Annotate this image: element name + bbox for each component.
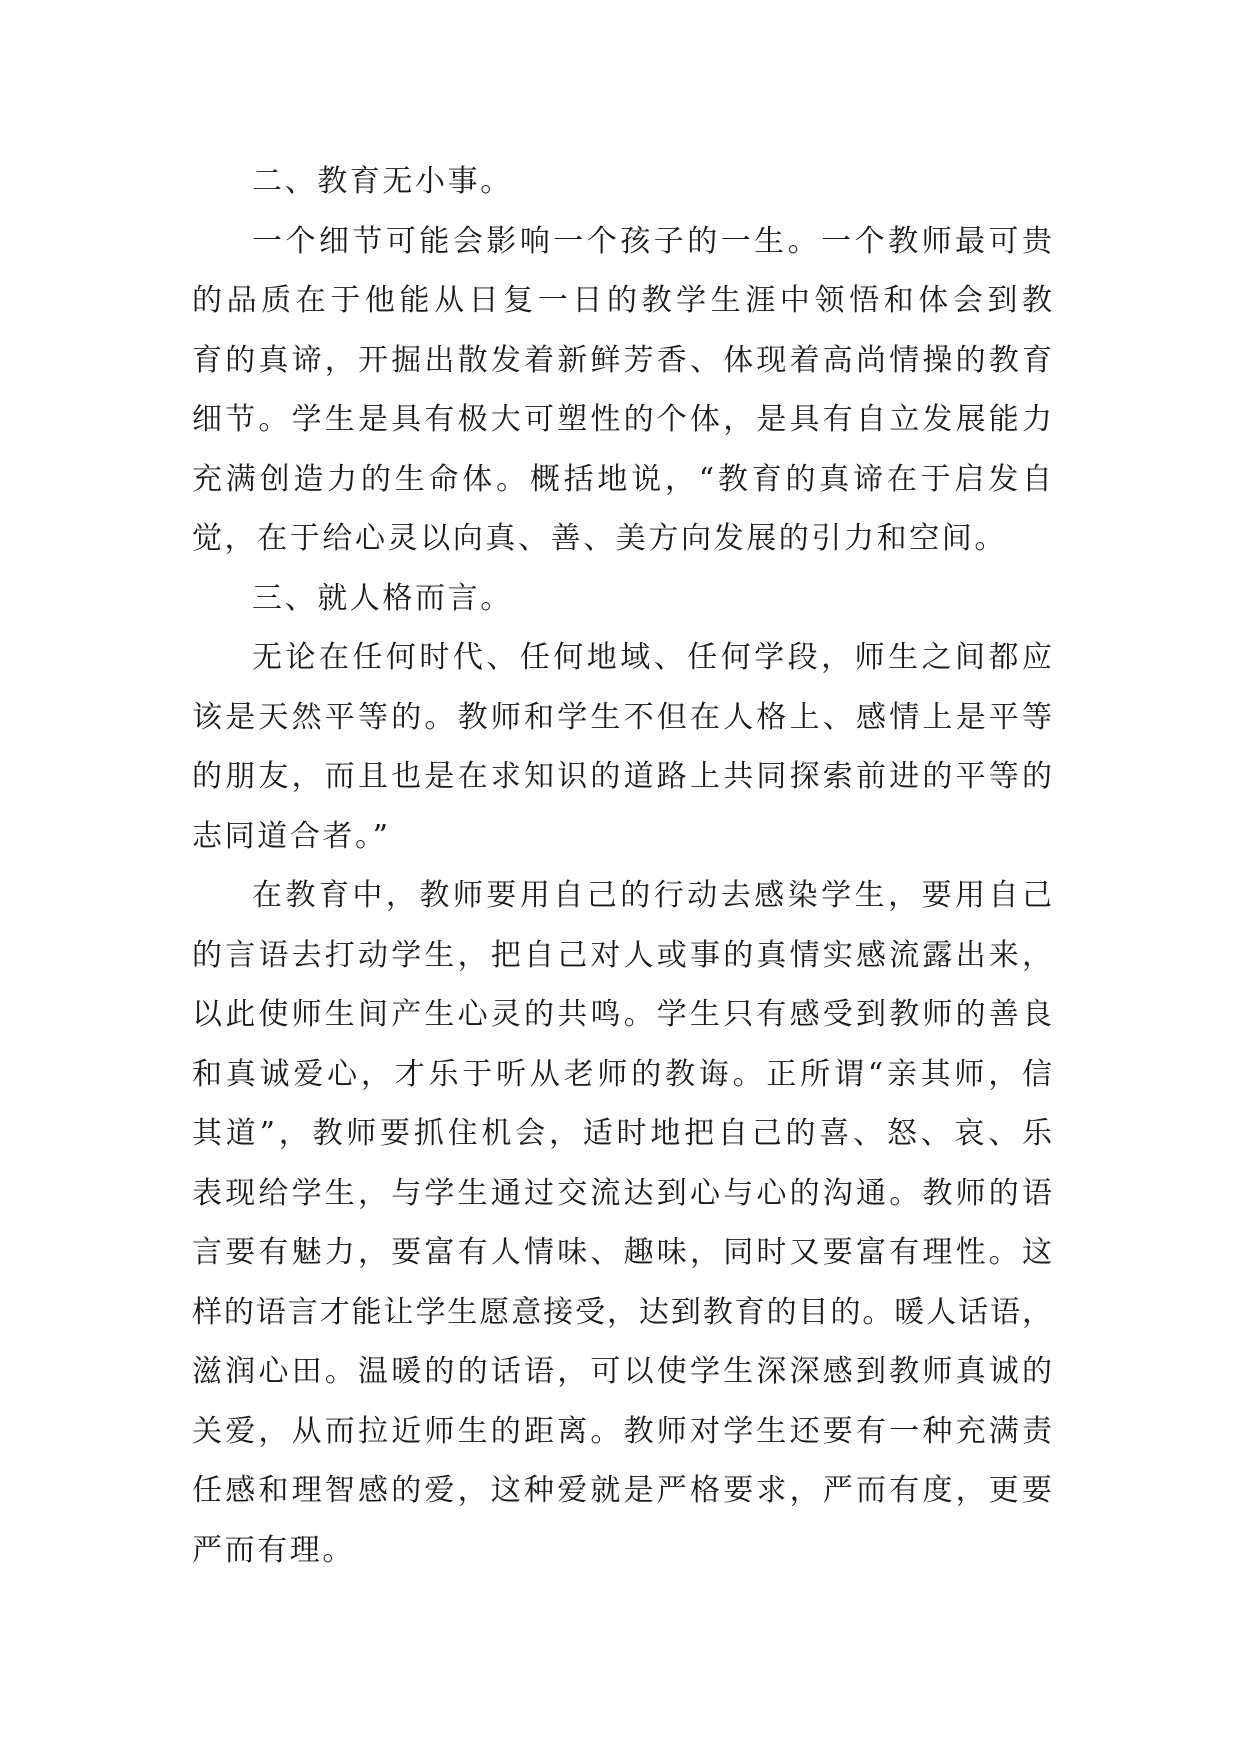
text-line: 其道”，教师要抓住机会，适时地把自己的喜、怒、哀、乐 — [192, 1116, 1052, 1151]
text-line: 滋润心田。温暖的的话语，可以使学生深深感到教师真诚的 — [192, 1354, 1052, 1389]
text-line: 任感和理智感的爱，这种爱就是严格要求，严而有度，更要 — [192, 1473, 1052, 1508]
text-line: 严而有理。 — [192, 1532, 355, 1568]
text-line: 无论在任何时代、任何地域、任何学段，师生之间都应 — [252, 640, 1052, 675]
text-line: 以此使师生间产生心灵的共鸣。学生只有感受到教师的善良 — [192, 997, 1052, 1032]
document-body — [192, 152, 1052, 1580]
text-line: 表现给学生，与学生通过交流达到心与心的沟通。教师的语 — [192, 1175, 1052, 1211]
text-line: 充满创造力的生命体。概括地说，“教育的真谛在于启发自 — [192, 461, 1052, 497]
text-line: 志同道合者。” — [192, 818, 391, 854]
text-line: 觉，在于给心灵以向真、善、美方向发展的引力和空间。 — [192, 521, 1007, 556]
text-line: 和真诚爱心，才乐于听从老师的教诲。正所谓“亲其师，信 — [192, 1056, 1052, 1092]
text-line: 的品质在于他能从日复一日的教学生涯中领悟和体会到教 — [192, 283, 1052, 318]
text-line: 的言语去打动学生，把自己对人或事的真情实感流露出来， — [192, 937, 1052, 973]
text-line: 该是天然平等的。教师和学生不但在人格上、感情上是平等 — [192, 699, 1052, 735]
text-line: 二、教育无小事。 — [252, 164, 513, 199]
text-line: 关爱，从而拉近师生的距离。教师对学生还要有一种充满责 — [192, 1413, 1052, 1449]
text-line: 的朋友，而且也是在求知识的道路上共同探索前进的平等的 — [192, 759, 1052, 794]
text-line: 在教育中，教师要用自己的行动去感染学生，要用自己 — [252, 878, 1052, 913]
text-line: 言要有魅力，要富有人情味、趣味，同时又要富有理性。这 — [192, 1235, 1052, 1270]
text-line: 细节。学生是具有极大可塑性的个体，是具有自立发展能力 — [192, 402, 1052, 437]
text-line: 三、就人格而言。 — [252, 580, 513, 616]
text-line: 样的语言才能让学生愿意接受，达到教育的目的。暖人话语， — [192, 1294, 1052, 1330]
text-line: 育的真谛，开掘出散发着新鲜芳香、体现着高尚情操的教育 — [192, 342, 1052, 378]
text-line: 一个细节可能会影响一个孩子的一生。一个教师最可贵 — [252, 223, 1052, 259]
